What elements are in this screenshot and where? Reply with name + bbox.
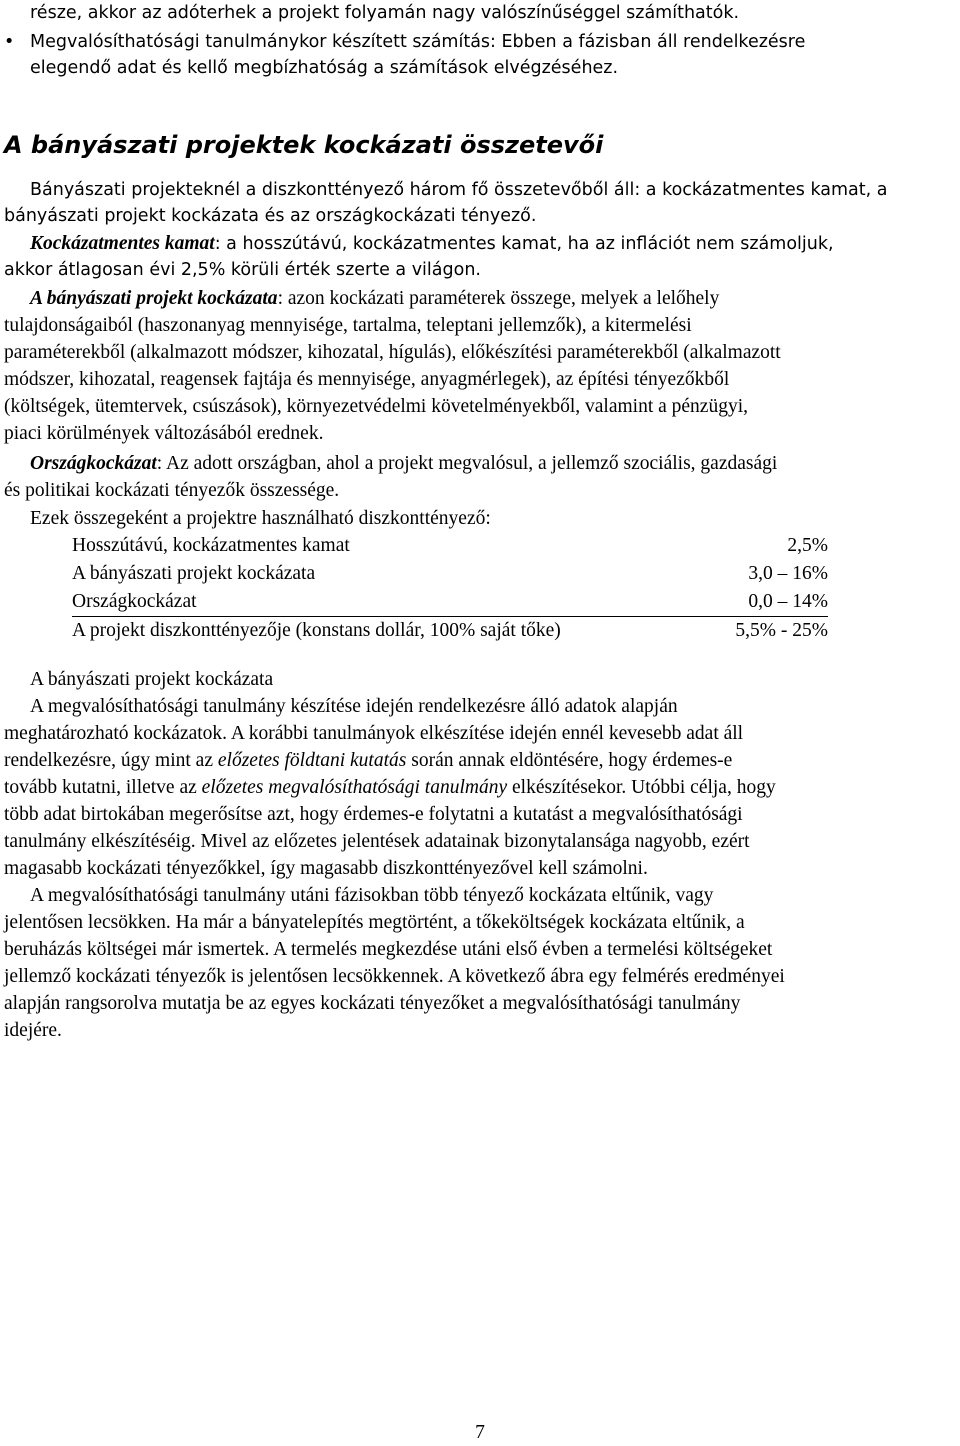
section-heading: A bányászati projektek kockázati összetevői [4,131,604,159]
paragraph-line: rendelkezésre, úgy mint az előzetes földtani kutatás során annak eldöntésére, hogy érdemes-e [4,750,733,771]
paragraph-line: beruházás költségei már ismertek. A termelés megkezdése utáni első évben a termelési költségeket [4,939,773,960]
bullet-line: elegendő adat és kellő megbízhatóság a számítások elvégzéséhez. [30,58,619,78]
rates-row-total [72,617,828,646]
paragraph-line: jelentősen lecsökken. Ha már a bányatelepítés megtörtént, a tőkeköltségek kockázata eltűnik, a [4,912,745,933]
paragraph-line: tovább kutatni, illetve az előzetes megvalósíthatósági tanulmány elkészítésekor. Utóbbi célja, hogy [4,777,776,798]
rates-row [72,588,828,617]
paragraph-line: bányászati projekt kockázata és az országkockázati tényező. [4,206,537,226]
paragraph-line: (költségek, ütemtervek, csúszások), környezetvédelmi követelményekből, valamint a pénzügyi, [4,396,749,417]
rate-value: 3,0 – 16% [748,563,828,584]
subsection [4,666,785,1044]
paragraph-line: idejére. [4,1020,62,1041]
paragraph-line: piaci körülmények változásából erednek. [4,423,324,444]
country-risk-paragraph [4,450,777,504]
paragraph-line: alapján rangsorolva mutatja be az egyes kockázati tényezőket a megvalósíthatósági tanulmány [4,993,741,1014]
rate-label: Hosszútávú, kockázatmentes kamat [72,535,350,556]
project-risk-paragraph [4,285,781,447]
paragraph-line: és politikai kockázati tényezők összessége. [4,480,340,501]
term-country-risk: Országkockázat [30,453,157,474]
term-project-risk: A bányászati projekt kockázata [30,288,278,309]
rate-value: 0,0 – 14% [702,588,828,617]
bullet-icon: • [4,32,15,52]
paragraph-line: meghatározható kockázatok. A korábbi tanulmányok elkészítése idején ennél kevesebb adat áll [4,723,744,744]
intro-paragraph [4,177,887,229]
rates-table [72,532,828,645]
paragraph-line: A megvalósíthatósági tanulmány utáni fázisokban több tényező kockázata eltűnik, vagy [30,885,714,906]
riskfree-paragraph [4,231,834,283]
paragraph-line: A bányászati projekt kockázata: azon kockázati paraméterek összege, melyek a lelőhely [30,288,720,309]
sum-intro [4,505,491,532]
subsection-heading: A bányászati projekt kockázata [30,669,274,690]
paragraph-line: jellemző kockázati tényezők is jelentősen lecsökkennek. A következő ábra egy felmérés eredményei [4,966,785,987]
rate-value: 5,5% - 25% [735,620,828,641]
paragraph-line: Kockázatmentes kamat: a hosszútávú, kockázatmentes kamat, ha az inflációt nem számoljuk, [30,233,834,254]
paragraph-line: paraméterekből (alkalmazott módszer, kihozatal, hígulás), előkészítési paraméterekből (alkalmazott [4,342,781,363]
rates-row [72,560,828,588]
rates-row [72,532,828,560]
paragraph-line: több adat birtokában megerősítse azt, hogy érdemes-e folytatni a kutatást a megvalósíthatósági [4,804,743,825]
bullet-list-item [4,29,805,81]
term-riskfree: Kockázatmentes kamat [30,233,215,254]
paragraph-line: Bányászati projekteknél a diszkonttényező három fő összetevőből áll: a kockázatmentes kamat, a [30,180,888,200]
rate-value: 2,5% [787,535,828,556]
bullet-line: Megvalósíthatósági tanulmánykor készített számítás: Ebben a fázisban áll rendelkezésre [30,32,806,52]
rate-label: Országkockázat [72,588,702,617]
italic-term: előzetes megvalósíthatósági tanulmány [201,777,508,798]
text-block-top [30,0,739,26]
italic-term: előzetes földtani kutatás [217,750,407,771]
paragraph-line: Országkockázat: Az adott országban, ahol a projekt megvalósul, a jellemző szociális, gazdasági [30,453,778,474]
paragraph-line: magasabb kockázati tényezőkkel, így magasabb diszkonttényezővel kell számolni. [4,858,648,879]
paragraph-line: Ezek összegeként a projektre használható diszkonttényező: [30,508,491,529]
paragraph-line: része, akkor az adóterhek a projekt folyamán nagy valószínűséggel számíthatók. [30,3,740,23]
paragraph-line: tanulmány elkészítéséig. Mivel az előzetes jelentések adatainak bizonytalansága nagyobb, ezért [4,831,750,852]
rate-label: A projekt diszkonttényezője (konstans dollár, 100% saját tőke) [72,620,561,641]
page-number: 7 [475,1422,485,1443]
paragraph-line: módszer, kihozatal, reagensek fajtája és mennyisége, anyagmérlegek), az építési tényezőkből [4,369,730,390]
paragraph-line: A megvalósíthatósági tanulmány készítése idején rendelkezésre álló adatok alapján [30,696,678,717]
paragraph-line: tulajdonságaiból (haszonanyag mennyisége, tartalma, teleptani jellemzők), a kitermelési [4,315,692,336]
rate-label: A bányászati projekt kockázata [72,563,316,584]
paragraph-line: akkor átlagosan évi 2,5% körüli érték szerte a világon. [4,260,481,280]
